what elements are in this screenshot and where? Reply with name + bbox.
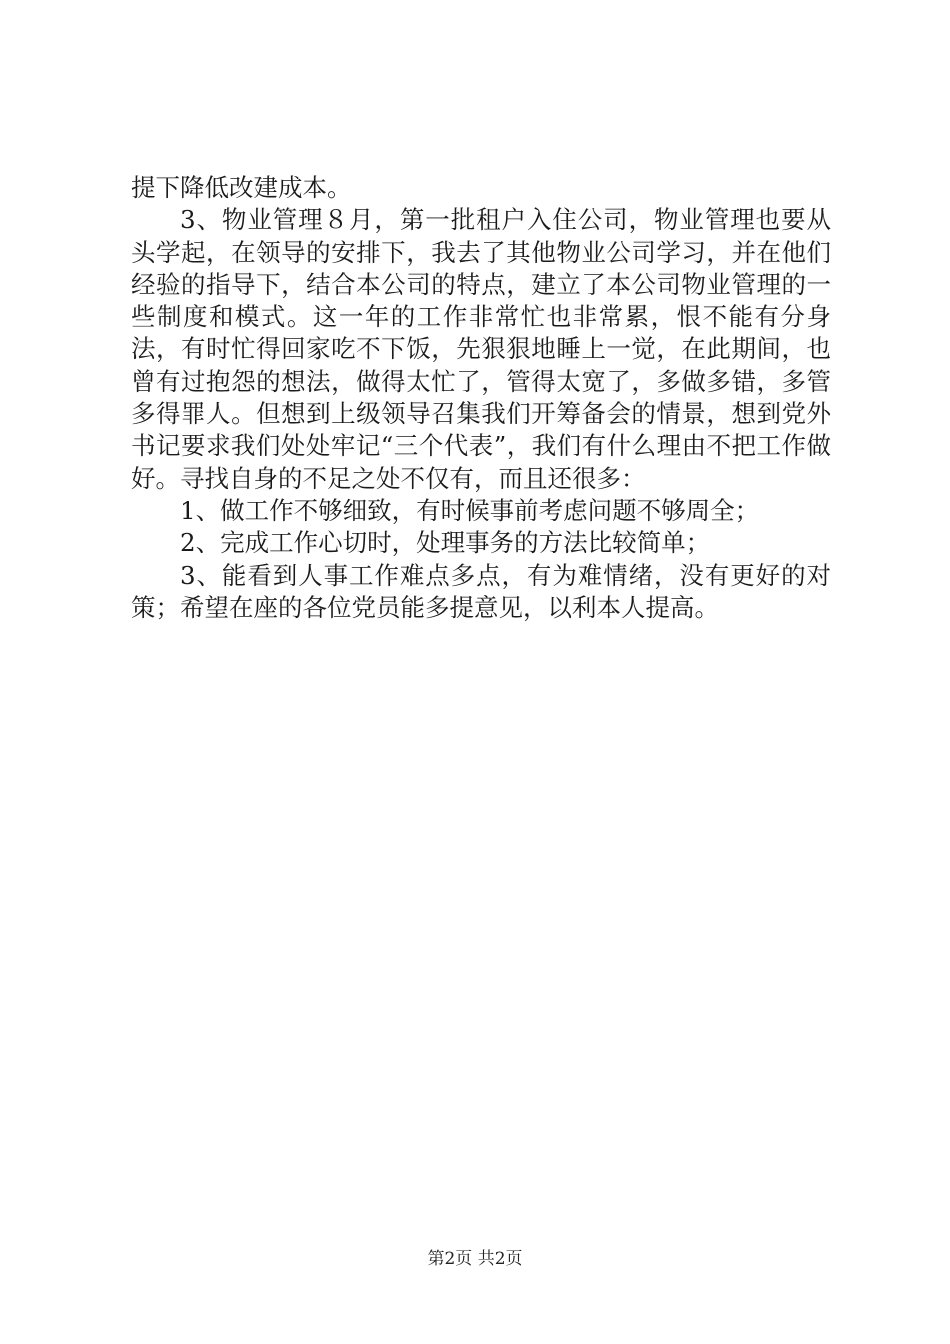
paragraph-property-management: 3、物业管理８月，第一批租户入住公司，物业管理也要从头学起，在领导的安排下，我去了其他物业公司学习，并在他们经验的指导下，结合本公司的特点，建立了本公司物业管理的一些制度和模式。这一年的工作非常忙也非常累，恨不能有分身法，有时忙得回家吃不下饭，先狠狠地睡上一觉，在此期间，也曾有过抱怨的想法，做得太忙了，管得太宽了，多做多错，多管多得罪人。但想到上级领导召集我们开筹备会的情景，想到党外书记要求我们处处牢记“三个代表”，我们有什么理由不把工作做好。寻找自身的不足之处不仅有，而且还很多： <box>131 205 831 493</box>
document-body <box>131 172 831 624</box>
page-number-footer: 第2页 共2页 <box>427 1249 523 1269</box>
paragraph-continuation: 提下降低改建成本。 <box>131 173 352 202</box>
paragraph-shortcoming-2: 2、完成工作心切时，处理事务的方法比较简单； <box>180 528 711 558</box>
paragraph-shortcoming-3: 3、能看到人事工作难点多点，有为难情绪，没有更好的对策；希望在座的各位党员能多提意见，以利本人提高。 <box>131 560 831 622</box>
paragraph-shortcoming-1: 1、做工作不够细致，有时候事前考虑问题不够周全； <box>180 495 760 525</box>
